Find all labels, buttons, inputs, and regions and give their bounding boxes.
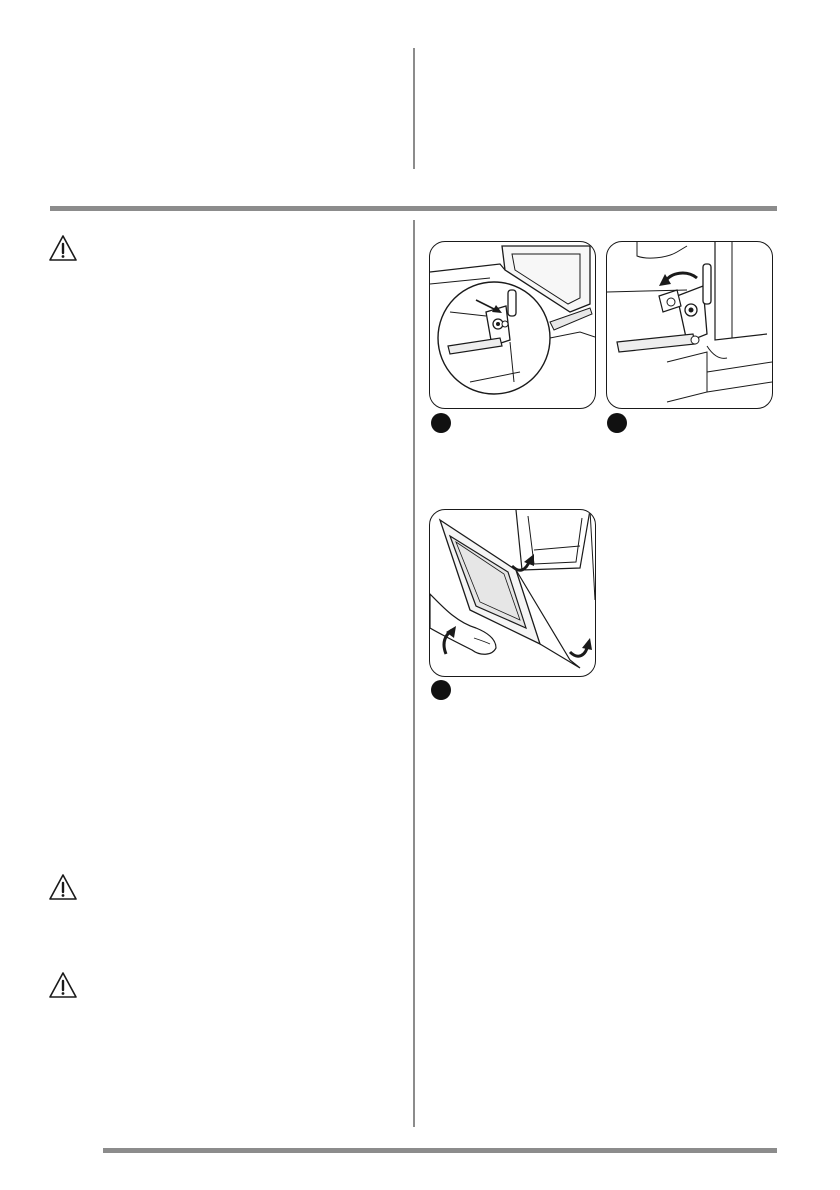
main-column-divider xyxy=(413,220,415,1127)
step-marker xyxy=(607,413,627,433)
illustration-hinge-rotate xyxy=(606,241,773,409)
step-marker xyxy=(431,680,451,700)
illustration-hinge-detail xyxy=(429,241,596,409)
warning-triangle-icon xyxy=(48,971,78,999)
footer-rule xyxy=(103,1148,777,1153)
warning-triangle-icon xyxy=(48,234,78,262)
warning-triangle-icon xyxy=(48,873,78,901)
top-column-divider xyxy=(413,48,415,169)
illustration-door-lift xyxy=(429,509,596,677)
section-rule xyxy=(50,206,777,211)
step-marker xyxy=(431,413,451,433)
